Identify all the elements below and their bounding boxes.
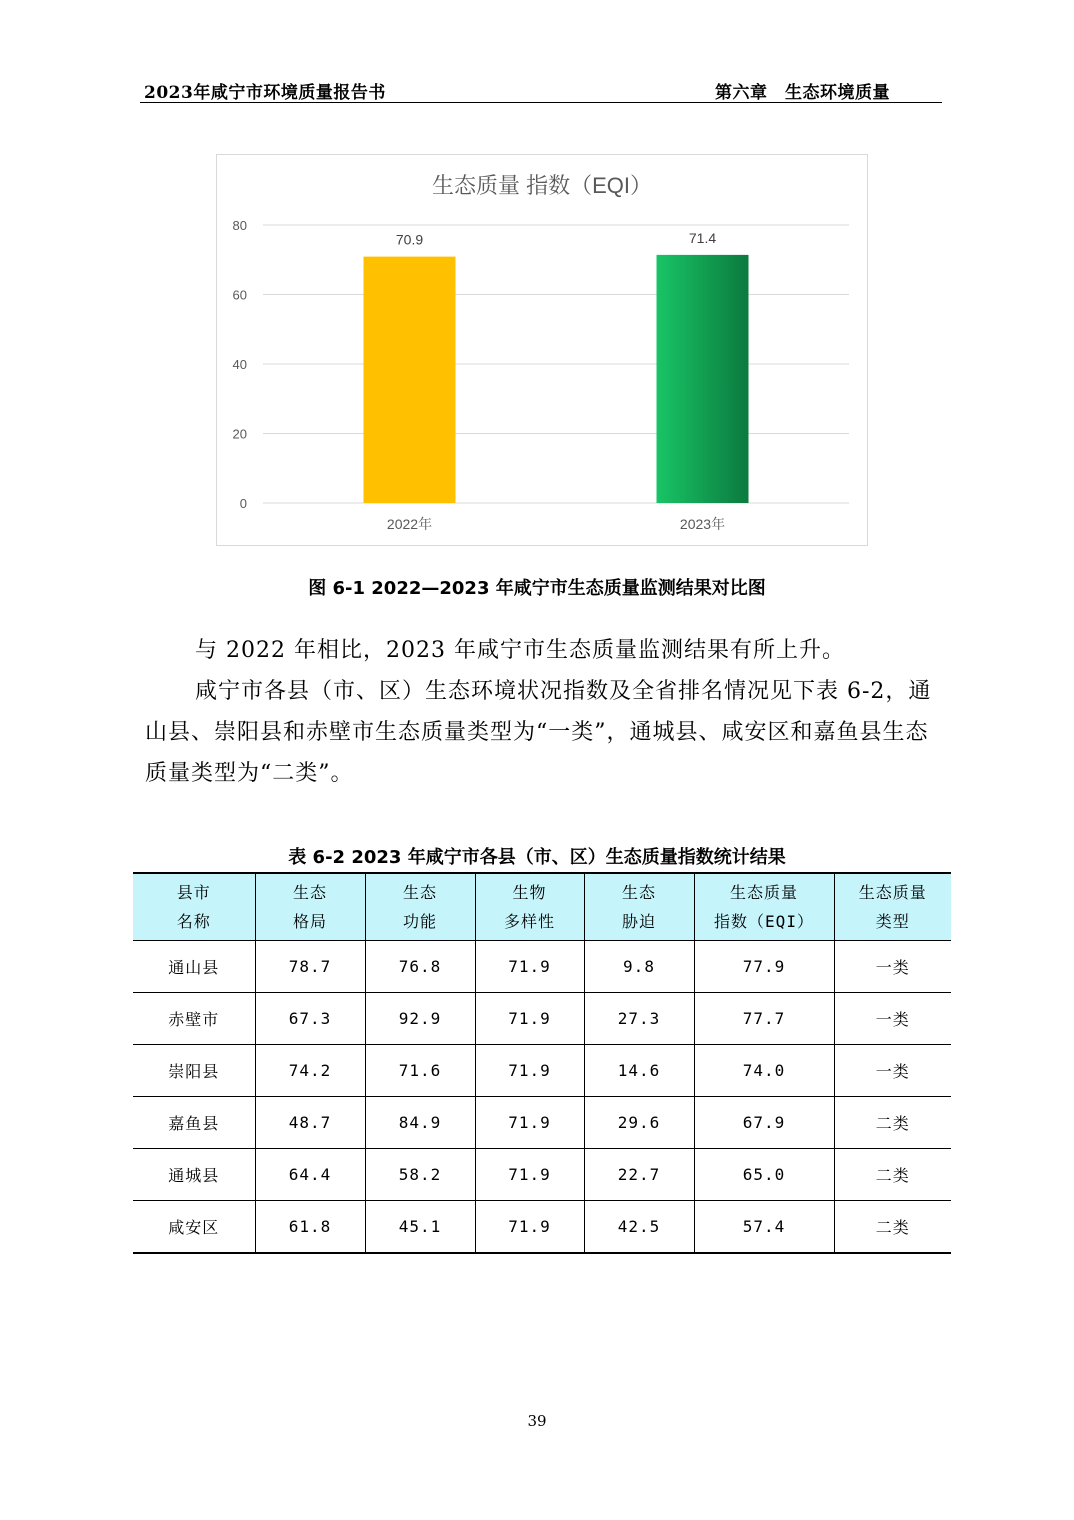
cell-pattern: 74.2 [255,1045,365,1097]
data-label: 70.9 [395,231,424,248]
y-tick-label: 60 [232,287,247,303]
header-county: 县市 名称 [133,873,255,941]
table-row [133,1201,951,1254]
bar-2022年 [364,257,456,503]
table-row [133,993,951,1045]
cell-biodiversity: 71.9 [475,1045,584,1097]
cell-eqi: 77.7 [694,993,834,1045]
cell-county: 赤壁市 [133,993,255,1045]
cell-pattern: 61.8 [255,1201,365,1254]
header-pattern: 生态 格局 [255,873,365,941]
cell-biodiversity: 71.9 [475,941,584,993]
cell-county: 咸安区 [133,1201,255,1254]
bar-2023年 [657,255,749,503]
cell-type: 二类 [834,1097,951,1149]
header-type: 生态质量 类型 [834,873,951,941]
cell-eqi: 57.4 [694,1201,834,1254]
y-tick-label: 80 [232,218,247,233]
chapter-title: 第六章 生态环境质量 [715,83,890,103]
header-stress: 生态 胁迫 [584,873,694,941]
cell-type: 一类 [834,993,951,1045]
cell-county: 通城县 [133,1149,255,1201]
cell-function: 76.8 [365,941,475,993]
cell-stress: 22.7 [584,1149,694,1201]
cell-function: 71.6 [365,1045,475,1097]
figure-caption: 图 6-1 2022—2023 年咸宁市生态质量监测结果对比图 [308,578,766,599]
cell-stress: 9.8 [584,941,694,993]
cell-eqi: 77.9 [694,941,834,993]
paragraph-1: 与 2022 年相比，2023 年咸宁市生态质量监测结果有所上升。 [195,638,845,663]
eqi-bar-chart [216,154,868,546]
table-row [133,1045,951,1097]
cell-county: 通山县 [133,941,255,993]
paragraph-2: 咸宁市各县（市、区）生态环境状况指数及全省排名情况见下表 6-2，通山县、崇阳县和赤壁市生态质量类型为“一类”，通城县、咸安区和嘉鱼县生态质量类型为“二类”。 [145,679,932,786]
table-row [133,1149,951,1201]
cell-eqi: 74.0 [694,1045,834,1097]
cell-stress: 14.6 [584,1045,694,1097]
chart-svg [217,155,867,545]
cell-biodiversity: 71.9 [475,1201,584,1254]
table-row [133,1097,951,1149]
header-function: 生态 功能 [365,873,475,941]
y-tick-label: 0 [239,496,247,511]
y-tick-label: 20 [232,426,247,442]
cell-pattern: 67.3 [255,993,365,1045]
cell-function: 84.9 [365,1097,475,1149]
cell-biodiversity: 71.9 [475,1097,584,1149]
cell-type: 一类 [834,941,951,993]
header-biodiversity: 生物 多样性 [475,873,584,941]
cell-pattern: 48.7 [255,1097,365,1149]
table-caption: 表 6-2 2023 年咸宁市各县（市、区）生态质量指数统计结果 [288,847,786,868]
x-tick-label: 2023年 [679,516,726,532]
cell-stress: 29.6 [584,1097,694,1149]
cell-type: 二类 [834,1201,951,1254]
cell-pattern: 78.7 [255,941,365,993]
cell-biodiversity: 71.9 [475,993,584,1045]
page-number: 39 [527,1412,547,1430]
x-tick-label: 2022年 [386,516,433,532]
cell-function: 45.1 [365,1201,475,1254]
cell-pattern: 64.4 [255,1149,365,1201]
cell-county: 嘉鱼县 [133,1097,255,1149]
cell-function: 92.9 [365,993,475,1045]
chart-title: 生态质量 指数（EQI） [431,173,653,198]
y-tick-label: 40 [232,357,247,372]
cell-stress: 42.5 [584,1201,694,1254]
page-header [140,76,942,103]
data-label: 71.4 [688,229,717,246]
eqi-table [133,872,951,1254]
cell-biodiversity: 71.9 [475,1149,584,1201]
cell-eqi: 67.9 [694,1097,834,1149]
header-eqi: 生态质量 指数（EQI） [694,873,834,941]
cell-function: 58.2 [365,1149,475,1201]
cell-type: 一类 [834,1045,951,1097]
cell-county: 崇阳县 [133,1045,255,1097]
report-title: 2023年咸宁市环境质量报告书 [144,83,386,103]
cell-eqi: 65.0 [694,1149,834,1201]
table-row [133,941,951,993]
cell-type: 二类 [834,1149,951,1201]
cell-stress: 27.3 [584,993,694,1045]
table-header-row [133,873,951,941]
